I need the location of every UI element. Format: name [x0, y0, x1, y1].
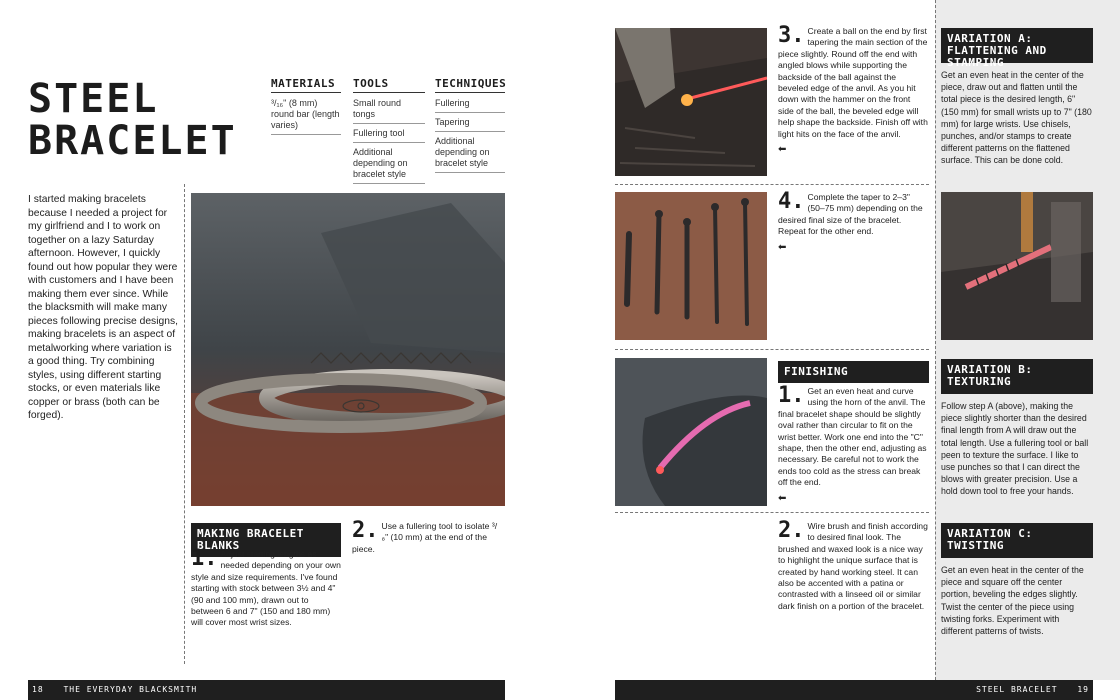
variation-b-text: Follow step A (above), making the piece slightly shorter than the desired final length from A will draw out the total length. Use a fullering tool or ball peen to texture the surface. I like to use punches so that I can direct the blows with greater precision. Use a hold down tool to free your hands. [941, 401, 1089, 497]
right-page-number: 19 [1077, 685, 1089, 694]
variation-b-title: TEXTURING [947, 375, 1012, 388]
variation-c-text: Get an even heat in the center of the piece and square off the center portion, beveling the edges slightly. Twist the center of the piece using twisting forks. Experiment with different patterns of twists. [941, 565, 1084, 637]
tools-item: Additional depending on bracelet style [353, 145, 425, 184]
variation-a-label: VARIATION A: [947, 32, 1033, 45]
step-text: Get an even heat and curve using the horn of the anvil. The final bracelet shape should be slightly oval rather than circular to fit on the wrist better. Work one end into the "C" shape, then the other end, adjusting as necessary. Be careful not to work the ends too cold as the stress can break off the end. [778, 386, 927, 488]
variation-b-label: VARIATION B: [947, 363, 1033, 376]
sidebar-divider [935, 0, 936, 700]
step-text: Complete the taper to 2–3" (50–75 mm) depending on the desired final size of the bracelet. Repeat for the other end. [778, 192, 923, 237]
variation-c-title: TWISTING [947, 539, 1004, 552]
step-number: 4. [778, 189, 805, 214]
step-text: Use a fullering tool to isolate ³/₈" (10 mm) at the end of the piece. [352, 521, 498, 554]
variation-b-heading [941, 359, 1093, 394]
back-arrow-icon: ⬅ [778, 241, 787, 253]
variation-a-text: Get an even heat in the center of the piece, draw out and flatten until the total piece is the desired length, 6" (150 mm) for small wrists up to 7" (180 mm) for large wrists. Use chisels, punches, and/or stamps to create different patterns on the flattened surface. This can be done cold. [941, 70, 1092, 166]
step-number: 2. [778, 518, 805, 543]
variation-a-title: FLATTENING AND STAMPING [947, 44, 1047, 69]
left-running-title: THE EVERYDAY BLACKSMITH [63, 685, 198, 694]
step-text: Create a ball on the end by first tapering the main section of the piece slightly. Round off the end with angled blows while supporting the backside of the ball against the beveled edge of the anvil. As you hit down with the hammer on the front side of the ball, the beveled edge will help shape the backside. Finish off with light hits on the face of the anvil. [778, 26, 928, 139]
tapered-pieces-photo [615, 192, 767, 340]
blanks-step-3 [778, 23, 928, 156]
back-arrow-icon: ⬅ [778, 144, 787, 156]
step-text: Wire brush and finish according to desired final look. The brushed and waxed look is a nice way to highlight the unique surface that is created by hand working steel. It can also be accented with a patina or contrasted with a linseed oil or similar dark finish on a portion of the bracelet. [778, 521, 928, 611]
variation-c-heading [941, 523, 1093, 558]
techniques-heading: TECHNIQUES [435, 78, 505, 93]
step-number: 1. [778, 383, 805, 408]
tools-column [353, 78, 425, 186]
step-number: 1. [191, 546, 218, 571]
techniques-column [435, 78, 505, 175]
techniques-item: Fullering [435, 96, 505, 113]
ball-forging-photo [615, 28, 767, 176]
techniques-item: Tapering [435, 115, 505, 132]
left-footer [28, 680, 505, 700]
section-rule [615, 184, 929, 185]
page-title [28, 76, 237, 164]
intro-paragraph: I started making bracelets because I needed a project for my girlfriend and I to work on together on a lazy Saturday afternoon. However, I quickly found out how popular they were with customers and I have been making them ever since. While the blacksmith will make many pieces following precise designs, making bracelets is an aspect of metalworking where variation is a good thing. Try combining styles, using different starting stocks, or even materials like copper or brass (both can be forged). [28, 194, 178, 421]
section-rule [615, 512, 929, 513]
techniques-item: Additional depending on bracelet style [435, 134, 505, 173]
tools-item: Fullering tool [353, 126, 425, 143]
section-rule [615, 349, 929, 350]
title-line-1: STEEL [28, 76, 159, 122]
right-running-title: STEEL BRACELET [976, 685, 1058, 694]
step-number: 2. [352, 518, 379, 543]
title-line-2: BRACELET [28, 118, 237, 164]
making-blanks-heading: MAKING BRACELET BLANKS [191, 523, 341, 557]
column-divider [184, 184, 185, 664]
blanks-step-2 [352, 518, 502, 555]
variation-c-label: VARIATION C: [947, 527, 1033, 540]
right-footer [615, 680, 1093, 700]
blanks-step-4 [778, 189, 928, 253]
finishing-step-2 [778, 518, 928, 612]
finishing-heading: FINISHING [778, 361, 929, 383]
left-page-number: 18 [32, 685, 44, 694]
finishing-step-1 [778, 383, 928, 504]
back-arrow-icon: ⬅ [778, 492, 787, 504]
step-number: 3. [778, 23, 805, 48]
materials-column [271, 78, 341, 137]
tools-item: Small round tongs [353, 96, 425, 124]
horn-curving-photo [615, 358, 767, 506]
stamping-photo [941, 192, 1093, 340]
materials-heading: MATERIALS [271, 78, 341, 93]
variation-a-heading [941, 28, 1093, 69]
materials-item: ³/₁₆" (8 mm) round bar (length varies) [271, 96, 341, 135]
blanks-step-1 [191, 546, 341, 629]
step-text: Adjust starting lengths as needed depending on your own style and size requirements. I've found starting with stock between 3½ and 4" (90 and 100 mm), drawn out to between 6 and 7" (150 and 180 mm) will cover most wrist sizes. [191, 549, 341, 628]
tools-heading: TOOLS [353, 78, 425, 93]
bracelet-photo [191, 193, 505, 506]
